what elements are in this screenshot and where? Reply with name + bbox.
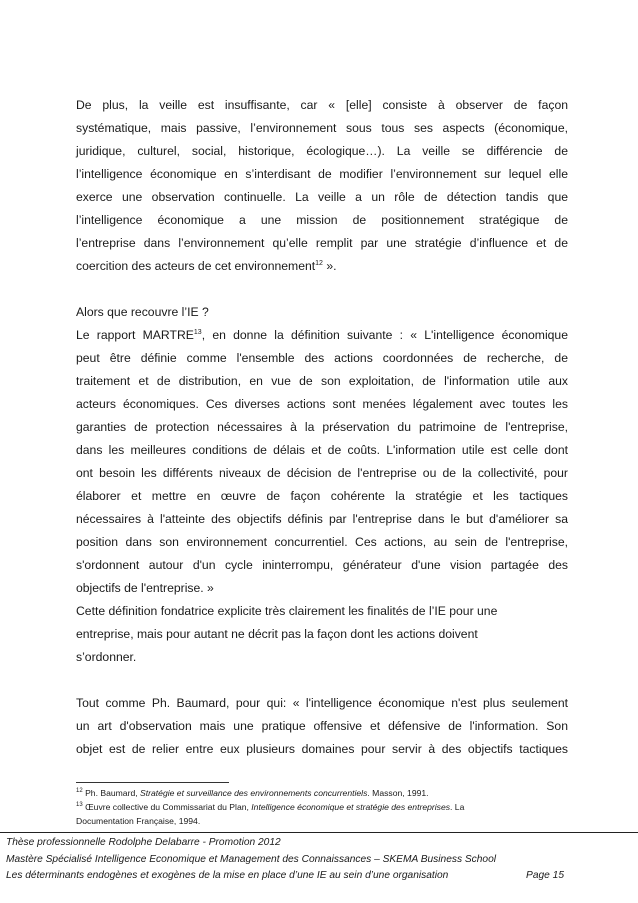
text-line: peut être définie comme l'ensemble des actions coordonnées de recherche, de (76, 351, 568, 365)
text-line: coercition des acteurs de cet environnement (76, 259, 316, 273)
text-fragment: Le rapport MARTRE (76, 328, 194, 342)
footnote-title: Stratégie et surveillance des environnements concurrentiels (140, 788, 368, 798)
text-line-martre (76, 324, 568, 347)
text-line: objectifs de l'entreprise. » (76, 581, 214, 595)
text-line: un art d'observation mais une pratique offensive et défensive de l'information. Son (76, 719, 568, 733)
footnote-12 (76, 786, 568, 800)
text-line-tail: ». (322, 259, 337, 273)
footnote-13 (76, 800, 568, 828)
text-line: juridique, culturel, social, historique, écologique…). La veille se différencie de (76, 144, 568, 158)
footnote-text: . Masson, 1991. (367, 788, 429, 798)
footnote-separator (76, 782, 229, 783)
text-line: s’ordonner. (76, 650, 137, 664)
text-line: l’intelligence économique a une mission de positionnement stratégique de (76, 213, 568, 227)
body-text (76, 94, 568, 761)
paragraph-baumard (76, 692, 568, 761)
footnote-ref-13[interactable]: 13 (193, 329, 202, 336)
page-number: Page 15 (526, 870, 564, 881)
text-fragment: , en donne la définition suivante : « L'intelligence économique (201, 328, 568, 342)
text-line: position dans son environnement concurrentiel. Ces actions, au sein de l'entreprise, (76, 535, 568, 549)
text-line: ont besoin les différents niveaux de décision de l'entreprise ou de la collectivité, pour (76, 466, 568, 480)
footnotes (76, 786, 568, 828)
footnote-text: Documentation Française, 1994. (76, 816, 201, 826)
text-line: Cette définition fondatrice explicite très clairement les finalités de l’IE pour une (76, 604, 498, 618)
page-footer (6, 835, 566, 885)
footnote-text: Ph. Baumard, (82, 788, 141, 798)
paragraph-veille (76, 94, 568, 278)
text-line: objet est de relier entre eux plusieurs domaines pour servir à des objectifs tactiques (76, 742, 568, 756)
text-line: élaborer et mettre en œuvre de façon cohérente la stratégie et les tactiques (76, 489, 568, 503)
text-line: garanties de protection nécessaires à la préservation du patrimoine de l'entreprise, (76, 420, 568, 434)
footnote-number: 12 (76, 788, 83, 794)
text-line-last (76, 255, 568, 278)
footer-thesis-line: Thèse professionnelle Rodolphe Delabarre - Promotion 2012 (6, 837, 281, 848)
text-line: exerce une observation continuelle. La veille a un rôle de détection tandis que (76, 190, 568, 204)
text-line: nécessaires à l'atteinte des objectifs définis par l'entreprise dans le but d'améliorer sa (76, 512, 568, 526)
paragraph-definition (76, 301, 568, 669)
text-line: traitement et de distribution, en vue de son exploitation, de l'information utile aux (76, 374, 568, 388)
question-line: Alors que recouvre l’IE ? (76, 305, 209, 319)
text-line: acteurs économiques. Ces diverses actions sont menées légalement avec toutes les (76, 397, 568, 411)
text-line: De plus, la veille est insuffisante, car « [elle] consiste à observer de façon (76, 98, 568, 112)
footer-program-line: Mastère Spécialisé Intelligence Economique et Management des Connaissances – SKEMA Business School (6, 853, 497, 865)
text-line: entreprise, mais pour autant ne décrit pas la façon dont les actions doivent (76, 627, 478, 641)
text-line: Tout comme Ph. Baumard, pour qui: « l'intelligence économique n'est plus seulement (76, 696, 568, 710)
footnote-text: . La (450, 802, 465, 812)
footnote-title: Intelligence économique et stratégie des entreprises (251, 802, 451, 812)
text-line: l’entreprise dans l’environnement qu’elle remplit par une stratégie d’influence et de (76, 236, 568, 250)
footnote-number: 13 (76, 802, 83, 808)
text-line: dans les meilleures conditions de délais et de coûts. L'information utile est celle dont (76, 443, 568, 457)
footnote-text: Œuvre collective du Commissariat du Plan, (82, 802, 252, 812)
text-line: s'ordonnent autour d'un cycle ininterrompu, générateur d'une vision partagée des (76, 558, 568, 572)
text-line: systématique, mais passive, l’environnement sous tous ses aspects (économique, (76, 121, 568, 135)
footer-separator (0, 832, 638, 833)
footer-title-line: Les déterminants endogènes et exogènes de la mise en place d’une IE au sein d’une organisation (6, 870, 449, 881)
text-line: l’intelligence économique en s’interdisant de modifier l’environnement sur lequel elle (76, 167, 568, 181)
footnote-ref-12[interactable]: 12 (315, 260, 323, 267)
